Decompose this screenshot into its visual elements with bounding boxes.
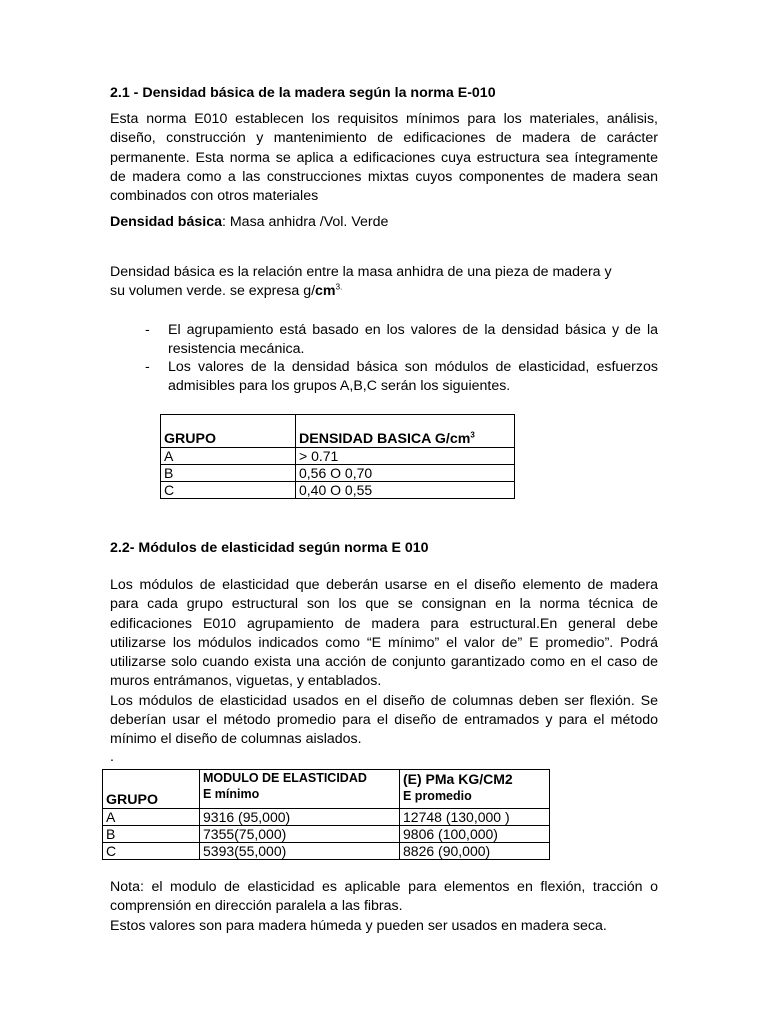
- bullet-dash: -: [145, 359, 150, 375]
- cell-grupo: B: [161, 465, 296, 482]
- definition-term: Densidad básica: [110, 214, 222, 230]
- cell-e-promedio: 9806 (100,000): [400, 826, 550, 843]
- stray-dot: .: [110, 748, 114, 765]
- header-promedio: [400, 770, 550, 809]
- note-block: [110, 878, 658, 936]
- bullet-item: [145, 321, 658, 358]
- cell-grupo: C: [103, 843, 200, 860]
- cell-densidad: 0,56 O 0,70: [296, 465, 515, 482]
- cell-grupo: A: [161, 448, 296, 465]
- cell-e-promedio: 8826 (90,000): [400, 843, 550, 860]
- elasticity-table: [102, 769, 550, 860]
- relation-paragraph: [110, 263, 658, 302]
- bullet-dash: -: [145, 322, 150, 338]
- cell-e-minimo: 5393(55,000): [200, 843, 400, 860]
- elasticity-paragraph-1: Los módulos de elasticidad que deberán usarse en el diseño elemento de madera para cada grupo estructural son los que se consignan en la norma técnica de edificaciones E010 agrupamiento de madera para estructural.En general debe utilizarse los módulos indicados como “E mínimo” el valor de” E promedio”. Podrá utilizarse solo cuando exista una acción de conjunto garantizado como en el caso de muros entrámanos, viguetas, y entablados.: [110, 577, 658, 690]
- elasticity-paragraph-2: Los módulos de elasticidad usados en el diseño de columnas deben ser flexión. Se deberían usar el método promedio para el diseño de entramados y para el método mínimo el diseño de columnas aislados.: [110, 692, 658, 748]
- header-densidad: DENSIDAD BASICA $G/cm^3$: [296, 415, 515, 448]
- table-row: [161, 448, 515, 465]
- header-grupo: GRUPO: [103, 770, 200, 809]
- section-heading-density: 2.1 - Densidad básica de la madera según la norma E-010: [110, 85, 496, 101]
- table-row: [161, 465, 515, 482]
- intro-paragraph: Esta norma E010 establecen los requisitos mínimos para los materiales, análisis, diseño, construcción y mantenimiento de edificaciones de madera de carácter permanente. Esta norma se aplica a edificaciones cuya estructura sea íntegramente de madera como a las construcciones mixtas cuyos componentes de madera sean combinados con otros materiales: [110, 111, 658, 205]
- table-row: [103, 826, 550, 843]
- cell-densidad: > 0.71: [296, 448, 515, 465]
- note-paragraph: Nota: el modulo de elasticidad es aplicable para elementos en flexión, tracción o comprensión en dirección paralela a las fibras.: [110, 879, 658, 915]
- header-modulo-line1: MODULO DE ELASTICIDAD: [203, 771, 367, 785]
- intro-paragraph-block: [110, 110, 658, 206]
- header-promedio-line2: E promedio: [403, 789, 472, 803]
- header-modulo: [200, 770, 400, 809]
- bullet-text: El agrupamiento está basado en los valores de la densidad básica y de la resistencia mecánica.: [168, 322, 658, 357]
- note-paragraph-2: Estos valores son para madera húmeda y pueden ser usados en madera seca.: [110, 917, 607, 934]
- cell-grupo: A: [103, 809, 200, 826]
- relation-line-1: Densidad básica es la relación entre la masa anhidra de una pieza de madera y: [110, 264, 612, 280]
- cell-grupo: C: [161, 482, 296, 499]
- header-promedio-line1: (E) PMa KG/CM2: [403, 771, 513, 787]
- cell-grupo: B: [103, 826, 200, 843]
- density-table: [160, 414, 515, 499]
- relation-unit: cm: [315, 283, 336, 300]
- header-modulo-line2: E mínimo: [203, 787, 260, 801]
- bullet-item: [145, 358, 658, 395]
- table-header-row: [161, 415, 515, 448]
- table-row: [161, 482, 515, 499]
- definition-line: [110, 213, 658, 232]
- relation-line-2: su volumen verde. se expresa g/: [110, 283, 316, 300]
- relation-unit-sup: 3.: [335, 282, 343, 292]
- header-grupo: GRUPO: [161, 415, 296, 448]
- table-row: [103, 809, 550, 826]
- bullet-text: Los valores de la densidad básica son módulos de elasticidad, esfuerzos admisibles para los grupos A,B,C serán los siguientes.: [168, 359, 658, 394]
- elasticity-paragraph-block: [110, 576, 658, 764]
- bullet-list: [145, 321, 658, 395]
- cell-densidad: 0,40 O 0,55: [296, 482, 515, 499]
- table-header-row: [103, 770, 550, 809]
- definition-text: : Masa anhidra /Vol. Verde: [221, 214, 389, 230]
- cell-e-promedio: 12748 (130,000 ): [400, 809, 550, 826]
- cell-e-minimo: 9316 (95,000): [200, 809, 400, 826]
- section-heading-elasticity: 2.2- Módulos de elasticidad según norma E 010: [110, 540, 429, 556]
- cell-e-minimo: 7355(75,000): [200, 826, 400, 843]
- table-row: [103, 843, 550, 860]
